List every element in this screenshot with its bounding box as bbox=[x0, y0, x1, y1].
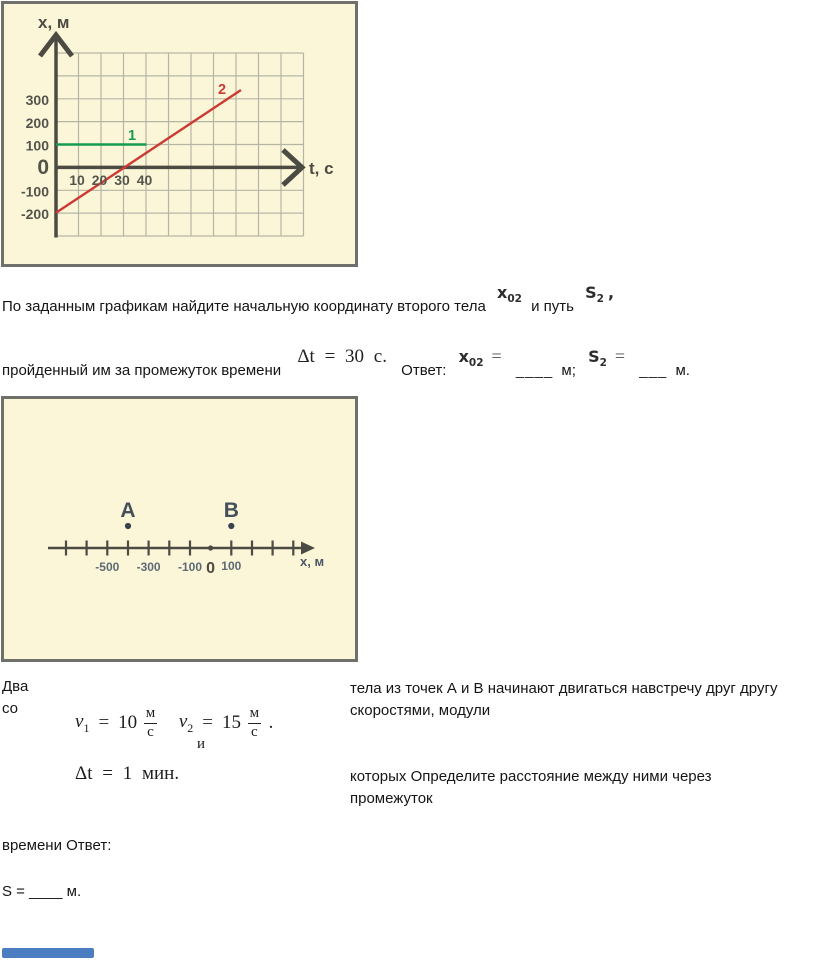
number-line-figure bbox=[4, 399, 355, 659]
number-line-axis-label: x, м bbox=[300, 554, 325, 569]
problem2-answer-blank: S = ____ м. bbox=[2, 883, 82, 900]
v1-unit-fraction bbox=[144, 705, 157, 741]
problem1-line2 bbox=[2, 346, 690, 386]
v1-unit-num: м bbox=[145, 705, 156, 722]
y-tick-100: 100 bbox=[25, 137, 49, 154]
problem2-right-line3: которых Определите расстояние между ними через bbox=[350, 768, 712, 785]
v2-value: 15 bbox=[221, 712, 241, 733]
problem2-word-so: со bbox=[2, 700, 19, 717]
x-tick-10: 10 bbox=[69, 172, 85, 188]
equals-sign: = bbox=[491, 346, 502, 366]
position-time-graph-panel bbox=[1, 1, 358, 267]
x-tick-40: 40 bbox=[136, 172, 153, 188]
s2-equals bbox=[588, 346, 625, 373]
v1-sub: 1 bbox=[83, 720, 90, 735]
problem1-text1: По заданным графикам найдите начальную координату второго тела bbox=[2, 298, 486, 315]
s2-sub2: 2 bbox=[599, 357, 607, 370]
y-tick-300: 300 bbox=[25, 92, 49, 108]
answer-label: Ответ: bbox=[401, 362, 447, 379]
problem2-right-line2: скоростями, модули bbox=[350, 702, 491, 719]
point-b-dot bbox=[228, 523, 234, 529]
line1-label: 1 bbox=[127, 128, 137, 144]
s2-base2: S bbox=[588, 347, 600, 366]
tick-label-m500: -500 bbox=[95, 560, 120, 574]
y-axis-label: x, м bbox=[38, 13, 70, 32]
v2-sub: 2 bbox=[187, 720, 194, 735]
x-tick-30: 30 bbox=[114, 172, 130, 188]
tick-label-m300: -300 bbox=[136, 560, 161, 574]
x02-sub2: 02 bbox=[468, 357, 484, 370]
problem2-word-dva: Два bbox=[2, 678, 29, 695]
dt-1min-formula: Δt = 1 мин. bbox=[75, 763, 180, 784]
x02-symbol bbox=[497, 283, 522, 309]
equals-sign2: = bbox=[614, 346, 626, 366]
position-time-graph bbox=[4, 4, 355, 264]
v2-unit-fraction bbox=[248, 705, 261, 741]
v2-unit-den: с bbox=[248, 723, 261, 741]
unit-m1: м; bbox=[561, 362, 576, 379]
s2-base: S bbox=[585, 283, 597, 302]
y-tick-0: 0 bbox=[37, 156, 49, 179]
answer-blank-s2: ___ bbox=[639, 362, 668, 379]
problem2-right-line4: промежуток bbox=[350, 790, 433, 807]
s2-sub: 2 bbox=[596, 293, 604, 306]
x02-base2: x bbox=[458, 347, 469, 366]
y-tick-m100: -100 bbox=[20, 183, 49, 200]
v2-unit-num: м bbox=[249, 705, 260, 722]
point-a-dot bbox=[125, 523, 131, 529]
x02-sub: 02 bbox=[507, 293, 522, 306]
unit-m2: м. bbox=[675, 362, 690, 379]
tick-label-0: 0 bbox=[206, 560, 216, 577]
v1-value: 10 bbox=[118, 712, 138, 733]
line2-label: 2 bbox=[217, 82, 227, 98]
and-word: и bbox=[197, 736, 206, 752]
y-tick-m200: -200 bbox=[20, 206, 49, 222]
problem2-right-top bbox=[350, 678, 816, 722]
tick-label-100: 100 bbox=[221, 559, 242, 573]
problem2-right-bottom bbox=[350, 766, 816, 810]
answer-blank-x02: ____ bbox=[515, 362, 554, 379]
v2-base: v bbox=[178, 710, 188, 732]
v2-symbol bbox=[179, 711, 193, 736]
x02-equals bbox=[459, 346, 502, 373]
v1-unit-den: с bbox=[144, 723, 157, 741]
x-tick-20: 20 bbox=[91, 172, 108, 188]
x02-base: x bbox=[496, 283, 508, 302]
v1-equals: = bbox=[98, 712, 110, 733]
problem1-line1 bbox=[2, 283, 615, 322]
footer-progress-bar bbox=[2, 948, 94, 958]
formula-period: . bbox=[268, 712, 274, 733]
problem2-right-line1: тела из точек А и В начинают двигаться навстречу друг другу bbox=[350, 680, 778, 697]
number-line-panel bbox=[1, 396, 358, 662]
y-tick-200: 200 bbox=[25, 115, 49, 131]
point-a-label: A bbox=[120, 499, 136, 522]
v1-base: v bbox=[75, 710, 84, 732]
dt-formula: Δt = 30 с. bbox=[297, 346, 387, 367]
x-axis-label: t, c bbox=[309, 159, 334, 178]
problem1-text3: пройденный им за промежуток времени bbox=[2, 362, 282, 379]
origin-dot bbox=[208, 545, 213, 550]
problem1-text2: и путь bbox=[531, 298, 574, 315]
v2-equals: = bbox=[202, 712, 213, 733]
problem2-answer-label: времени Ответ: bbox=[2, 837, 112, 854]
point-b-label: B bbox=[223, 499, 239, 522]
v1-symbol bbox=[75, 711, 89, 736]
s2-symbol bbox=[585, 283, 614, 309]
velocity-formula bbox=[75, 699, 273, 747]
tick-label-m100: -100 bbox=[177, 560, 203, 574]
number-line-arrow-icon bbox=[301, 542, 315, 555]
s2-comma: , bbox=[607, 283, 615, 302]
